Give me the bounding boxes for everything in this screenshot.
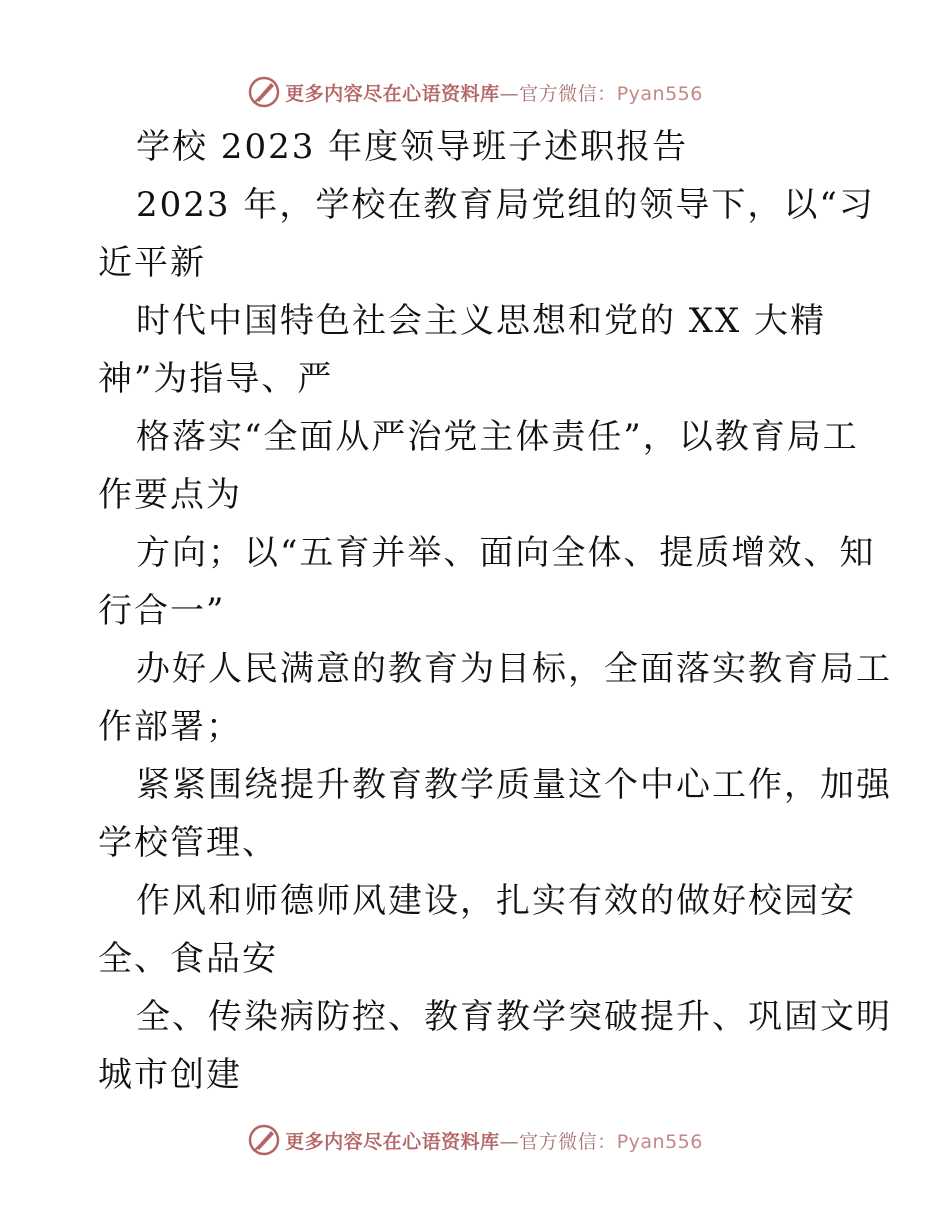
document-body	[98, 118, 892, 1104]
paragraph-line: 学校管理、	[98, 823, 278, 863]
paragraph-line: 城市创建	[98, 1055, 242, 1095]
quill-seal-icon	[247, 75, 281, 109]
quill-seal-icon	[247, 1123, 281, 1157]
document-title: 学校 2023 年度领导班子述职报告	[136, 127, 689, 167]
footer-watermark	[0, 1120, 950, 1160]
watermark-dash: —	[499, 82, 520, 105]
header-watermark	[0, 72, 950, 112]
watermark-sub: 官方微信：	[519, 82, 617, 105]
paragraph-line: 时代中国特色社会主义思想和党的 XX 大精	[136, 301, 827, 341]
paragraph-line: 作风和师德师风建设，扎实有效的做好校园安	[136, 881, 856, 921]
paragraph-line: 行合一”	[98, 591, 226, 631]
paragraph-line: 办好人民满意的教育为目标，全面落实教育局工	[136, 649, 892, 689]
watermark-dash: —	[499, 1130, 520, 1153]
watermark-main: 更多内容尽在心语资料库	[285, 82, 500, 105]
paragraph-line: 作要点为	[98, 475, 242, 515]
paragraph-line: 2023 年，学校在教育局党组的领导下，以“习	[136, 185, 875, 225]
paragraph-line: 紧紧围绕提升教育教学质量这个中心工作，加强	[136, 765, 892, 805]
paragraph-line: 格落实“全面从严治党主体责任”，以教育局工	[136, 417, 859, 457]
paragraph-line: 全、食品安	[98, 939, 278, 979]
watermark-text	[285, 79, 703, 106]
paragraph-line: 方向；以“五育并举、面向全体、提质增效、知	[136, 533, 876, 573]
watermark-text	[285, 1127, 703, 1154]
watermark-main: 更多内容尽在心语资料库	[285, 1130, 500, 1153]
paragraph-line: 全、传染病防控、教育教学突破提升、巩固文明	[136, 997, 892, 1037]
watermark-id: Pyan556	[616, 82, 703, 105]
paragraph-line: 近平新	[98, 243, 206, 283]
paragraph-line: 作部署；	[98, 707, 242, 747]
watermark-id: Pyan556	[616, 1130, 703, 1153]
watermark-sub: 官方微信：	[519, 1130, 617, 1153]
paragraph-line: 神”为指导、严	[98, 359, 334, 399]
